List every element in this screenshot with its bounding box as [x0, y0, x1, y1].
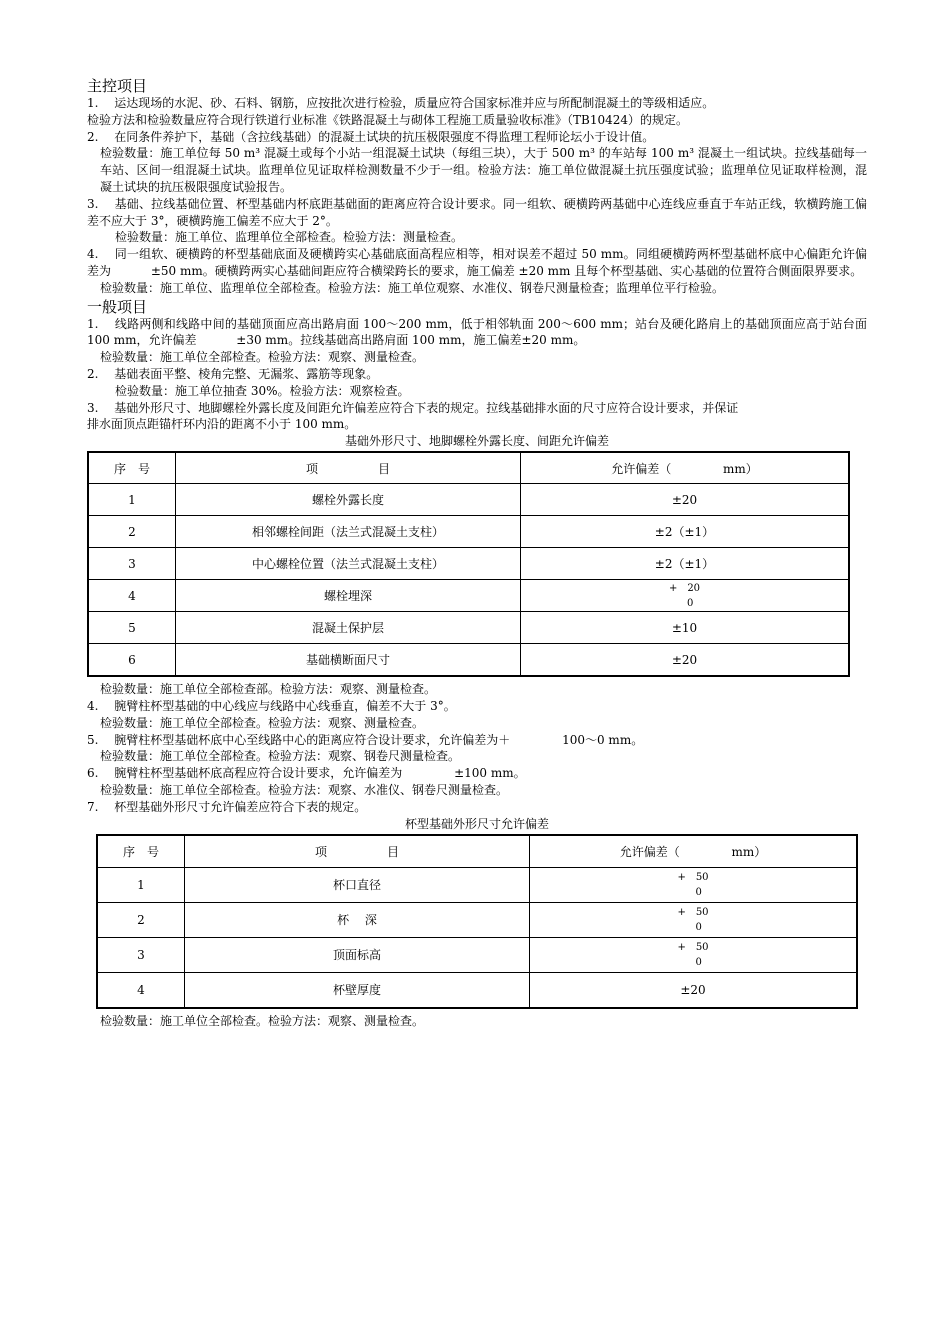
row-tolerance — [530, 902, 858, 937]
tolerance-stack — [669, 581, 700, 611]
row-number: 1 — [88, 484, 176, 516]
row-item: 杯口直径 — [185, 867, 530, 902]
paragraph: 排水面顶点距锚杆环内沿的距离不小于 100 mm。 — [87, 417, 357, 432]
tolerance-table-foundation — [87, 451, 850, 677]
row-number: 1 — [97, 867, 185, 902]
tolerance-stack — [677, 870, 708, 900]
tolerance-lower: 0 — [695, 921, 702, 933]
table-row — [88, 548, 849, 580]
document-page — [87, 76, 867, 1029]
row-item: 顶面标高 — [185, 937, 530, 972]
table-header-row — [97, 835, 857, 868]
row-number: 5 — [88, 612, 176, 644]
column-header: 序 号 — [97, 835, 185, 868]
tolerance-upper: + 50 — [677, 871, 709, 883]
row-number: 2 — [97, 902, 185, 937]
row-item: 杯 深 — [185, 902, 530, 937]
row-tolerance — [530, 937, 858, 972]
sampling-note: 检验数量：施工单位全部检查部。检验方法：观察、测量检查。 — [100, 682, 437, 697]
sampling-note: 检验数量：施工单位全部检查。检验方法：观察、钢卷尺测量检查。 — [100, 749, 461, 764]
tolerance-upper: + 20 — [668, 582, 701, 594]
paragraph: 2. 在同条件养护下，基础（含拉线基础）的混凝土试块的抗压极限强度不得监理工程师论坛小于设计值。 — [87, 129, 655, 144]
row-number: 6 — [88, 644, 176, 677]
sampling-note: 检验数量：施工单位抽查 30%。检验方法：观察检查。 — [115, 383, 410, 398]
tolerance-lower: 0 — [695, 956, 702, 968]
row-number: 3 — [97, 937, 185, 972]
sampling-note: 检验数量：施工单位每 50 m³ 混凝土或每个小站一组混凝土试块（每组三块），大于 500 m³ 的车站每 100 m³ 混凝土一组试块。拉线基础每一车站、区间一组混凝土试块。监理单位见证取样检测数量不少于一组。检验方法：施工单位做混凝土抗压强度试验；监理单位见证取样检测，混凝土试块的抗压极限强度试验报告。 — [100, 146, 867, 194]
table-row — [88, 612, 849, 644]
table-row — [88, 516, 849, 548]
row-tolerance — [521, 580, 850, 612]
row-tolerance: ±20 — [521, 484, 850, 516]
row-tolerance: ±10 — [521, 612, 850, 644]
table-row — [97, 902, 857, 937]
tolerance-lower: 0 — [695, 886, 702, 898]
paragraph: 检验方法和检验数量应符合现行铁道行业标准《铁路混凝土与砌体工程施工质量验收标准》（TB10424）的规定。 — [87, 112, 689, 127]
tolerance-upper: + 50 — [677, 941, 709, 953]
table-row — [88, 484, 849, 516]
table-caption: 杯型基础外形尺寸允许偏差 — [404, 816, 549, 831]
paragraph: 1. 线路两侧和线路中间的基础顶面应高出路肩面 100～200 mm，低于相邻轨面 200～600 mm；站台及硬化路肩上的基础顶面应高于站台面 100 mm，允许偏差 ±30 mm。拉线基础高出路肩面 100 mm，施工偏差±20 mm。 — [87, 316, 867, 348]
paragraph: 2. 基础表面平整、棱角完整、无漏浆、露筋等现象。 — [87, 366, 379, 381]
tolerance-table-cup-foundation — [96, 834, 858, 1009]
paragraph: 4. 腕臂柱杯型基础的中心线应与线路中心线垂直，偏差不大于 3°。 — [87, 698, 456, 713]
paragraph: 1. 运达现场的水泥、砂、石料、钢筋，应按批次进行检验，质量应符合国家标准并应与所配制混凝土的等级相适应。 — [87, 96, 715, 110]
tolerance-stack — [677, 940, 708, 970]
row-number: 2 — [88, 516, 176, 548]
paragraph: 3. 基础、拉线基础位置、杯型基础内杯底距基础面的距离应符合设计要求。同一组软、硬横跨两基础中心连线应垂直于车站正线，软横跨施工偏差不应大于 3°，硬横跨施工偏差不应大于 2°。 — [87, 196, 867, 228]
table-row — [97, 937, 857, 972]
sampling-note: 检验数量：施工单位全部检查。检验方法：观察、测量检查。 — [100, 350, 425, 365]
table-row — [88, 644, 849, 677]
row-tolerance: ±2（±1） — [521, 516, 850, 548]
row-number: 3 — [88, 548, 176, 580]
paragraph: 6. 腕臂柱杯型基础杯底高程应符合设计要求，允许偏差为 ±100 mm。 — [87, 766, 526, 781]
table-row — [88, 580, 849, 612]
row-tolerance: ±20 — [521, 644, 850, 677]
row-tolerance: ±20 — [530, 972, 858, 1008]
row-tolerance: ±2（±1） — [521, 548, 850, 580]
table-caption: 基础外形尺寸、地脚螺栓外露长度、间距允许偏差 — [344, 434, 609, 449]
paragraph: 3. 基础外形尺寸、地脚螺栓外露长度及间距允许偏差应符合下表的规定。拉线基础排水面的尺寸应符合设计要求，并保证 — [87, 400, 739, 415]
section-heading-main-control: 主控项目 — [87, 77, 148, 95]
column-header: 允许偏差（ mm） — [521, 452, 850, 484]
row-item: 螺栓外露长度 — [176, 484, 521, 516]
row-item: 螺栓埋深 — [176, 580, 521, 612]
row-item: 混凝土保护层 — [176, 612, 521, 644]
column-header: 项 目 — [176, 452, 521, 484]
tolerance-stack — [677, 905, 708, 935]
tolerance-lower: 0 — [686, 597, 694, 609]
sampling-note: 检验数量：施工单位、监理单位全部检查。检验方法：测量检查。 — [115, 230, 464, 245]
row-number: 4 — [97, 972, 185, 1008]
sampling-note: 检验数量：施工单位全部检查。检验方法：观察、水准仪、钢卷尺测量检查。 — [100, 782, 509, 797]
column-header: 项 目 — [185, 835, 530, 868]
table-row — [97, 867, 857, 902]
row-item: 杯壁厚度 — [185, 972, 530, 1008]
row-item: 相邻螺栓间距（法兰式混凝土支柱） — [176, 516, 521, 548]
paragraph: 7. 杯型基础外形尺寸允许偏差应符合下表的规定。 — [87, 799, 367, 814]
sampling-note: 检验数量：施工单位全部检查。检验方法：观察、测量检查。 — [100, 1013, 425, 1028]
row-item: 基础横断面尺寸 — [176, 644, 521, 677]
paragraph: 5. 腕臂柱杯型基础杯底中心至线路中心的距离应符合设计要求，允许偏差为＋ 100～0 mm。 — [87, 732, 644, 747]
column-header: 序 号 — [88, 452, 176, 484]
paragraph: 4. 同一组软、硬横跨的杯型基础底面及硬横跨实心基础底面高程应相等，相对误差不超过 50 mm。同组硬横跨两杯型基础杯底中心偏距允许偏差为 ±50 mm。硬横跨两实心基础间距应符合横梁跨长的要求，施工偏差 ±20 mm 且每个杯型基础、实心基础的位置符合侧面限界要求。 — [87, 247, 867, 278]
tolerance-upper: + 50 — [677, 906, 709, 918]
row-number: 4 — [88, 580, 176, 612]
row-item: 中心螺栓位置（法兰式混凝土支柱） — [176, 548, 521, 580]
table-header-row — [88, 452, 849, 484]
table-row — [97, 972, 857, 1008]
sampling-note: 检验数量：施工单位全部检查。检验方法：观察、测量检查。 — [100, 715, 425, 730]
sampling-note: 检验数量：施工单位、监理单位全部检查。检验方法：施工单位观察、水准仪、钢卷尺测量检查；监理单位平行检验。 — [100, 280, 725, 295]
row-tolerance — [530, 867, 858, 902]
section-heading-general: 一般项目 — [87, 297, 148, 316]
column-header: 允许偏差（ mm） — [530, 835, 858, 868]
